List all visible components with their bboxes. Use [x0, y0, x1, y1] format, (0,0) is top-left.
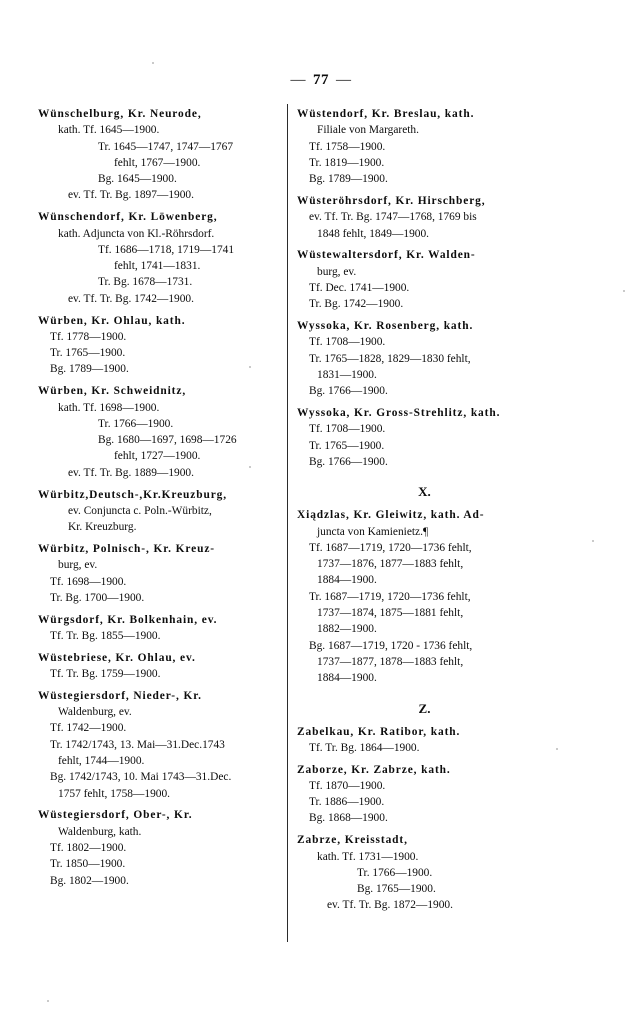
entry-detail-line: Tf. 1802—1900. — [50, 841, 127, 854]
entry-detail-line: kath. Adjuncta von Kl.-Röhrsdorf. — [58, 227, 215, 240]
entry-detail-line: 1884—1900. — [317, 672, 377, 685]
entry-detail-line: kath. Tf. 1698—1900. — [58, 401, 160, 414]
entry-detail-line: Filiale von Margareth. — [317, 124, 419, 137]
entry-detail-line: Tr. 1765—1900. — [309, 439, 385, 452]
dictionary-entry — [38, 383, 281, 481]
entry-headword: Zabelkau, Kr. Ratibor, kath. — [297, 725, 461, 738]
dictionary-entry — [38, 487, 281, 536]
entry-detail-line: Tf. 1708—1900. — [309, 336, 386, 349]
entry-detail-line: Bg. 1766—1900. — [309, 385, 388, 398]
entry-detail-line: Waldenburg, ev. — [58, 706, 132, 719]
entry-detail-line: Tr. 1766—1900. — [357, 866, 433, 879]
entry-detail-line: 1737—1874, 1875—1881 fehlt, — [317, 607, 464, 620]
section-letter-heading: X. — [418, 484, 431, 500]
dictionary-entry — [297, 247, 592, 312]
entry-detail-line: kath. Tf. 1645—1900. — [58, 124, 160, 137]
entry-headword: Xiądzlas, Kr. Gleiwitz, kath. Ad- — [297, 509, 485, 522]
entry-headword: Wünschelburg, Kr. Neurode, — [38, 108, 202, 120]
entry-detail-line: 1737—1877, 1878—1883 fehlt, — [317, 655, 464, 668]
entry-detail-line: Tr. 1819—1900. — [309, 156, 385, 169]
entry-detail-line: Tr. 1766—1900. — [98, 417, 174, 430]
entry-headword: Zaborze, Kr. Zabrze, kath. — [297, 763, 451, 776]
dictionary-entry — [38, 807, 281, 888]
entry-detail-line: Tf. Dec. 1741—1900. — [309, 281, 410, 294]
entry-headword: Wüstendorf, Kr. Breslau, kath. — [297, 108, 475, 120]
entry-detail-line: Tf. 1698—1900. — [50, 575, 127, 588]
entry-headword: Wüstebriese, Kr. Ohlau, ev. — [38, 651, 196, 664]
entry-detail-line: fehlt, 1744—1900. — [58, 754, 145, 767]
entry-detail-line: Bg. 1789—1900. — [50, 363, 129, 376]
entry-detail-line: Tf. 1742—1900. — [50, 722, 127, 735]
dictionary-entry — [297, 762, 592, 827]
entry-detail-line: fehlt, 1727—1900. — [114, 450, 201, 463]
entry-detail-line: fehlt, 1741—1831. — [114, 260, 201, 273]
entry-detail-line: Tr. 1765—1828, 1829—1830 fehlt, — [309, 352, 471, 365]
entry-detail-line: Bg. 1789—1900. — [309, 173, 388, 186]
entry-detail-line: Waldenburg, kath. — [58, 825, 142, 838]
entry-detail-line: Bg. 1766—1900. — [309, 455, 388, 468]
entry-detail-line: 1848 fehlt, 1849—1900. — [317, 227, 429, 240]
page-number-dash-left: — — [290, 72, 306, 88]
section-letter-heading: Z. — [418, 700, 431, 716]
dictionary-entry — [297, 832, 592, 913]
dictionary-entry — [297, 507, 592, 686]
entry-detail-line: Bg. 1687—1719, 1720 - 1736 fehlt, — [309, 639, 473, 652]
dictionary-entry — [38, 106, 281, 204]
entry-detail-line: fehlt, 1767—1900. — [114, 156, 201, 169]
entry-detail-line: ev. Tf. Tr. Bg. 1897—1900. — [68, 189, 194, 202]
entry-detail-line: Tf. Tr. Bg. 1759—1900. — [50, 668, 161, 680]
entry-detail-line: 1737—1876, 1877—1883 fehlt, — [317, 558, 464, 571]
entry-detail-line: Tr. 1742/1743, 13. Mai—31.Dec.1743 — [50, 738, 225, 751]
entry-detail-line: Bg. 1765—1900. — [357, 883, 436, 896]
entry-detail-line: ev. Tf. Tr. Bg. 1872—1900. — [327, 899, 453, 912]
dictionary-entry — [38, 541, 281, 606]
page-number: 77 — [313, 72, 329, 88]
left-column — [0, 106, 287, 966]
entry-detail-line: ev. Tf. Tr. Bg. 1889—1900. — [68, 466, 194, 479]
entry-detail-line: Tf. 1686—1718, 1719—1741 — [98, 243, 235, 256]
entry-headword: Wünschendorf, Kr. Löwenberg, — [38, 211, 218, 224]
page-body — [0, 106, 642, 966]
entry-detail-line: 1882—1900. — [317, 623, 377, 636]
entry-detail-line: Tf. 1870—1900. — [309, 779, 386, 792]
entry-headword: Wüsteröhrsdorf, Kr. Hirschberg, — [297, 194, 486, 207]
entry-detail-line: Tf. Tr. Bg. 1855—1900. — [50, 629, 161, 642]
entry-detail-line: Tr. 1886—1900. — [309, 796, 385, 809]
entry-headword: Wüstewaltersdorf, Kr. Walden- — [297, 249, 476, 262]
entry-detail-line: Tf. 1687—1719, 1720—1736 fehlt, — [309, 541, 472, 554]
dictionary-entry — [297, 106, 592, 187]
entry-detail-line: ev. Tf. Tr. Bg. 1742—1900. — [68, 292, 194, 305]
entry-detail-line: Tr. Bg. 1742—1900. — [309, 298, 404, 311]
entry-detail-line: Tr. Bg. 1700—1900. — [50, 591, 145, 604]
dictionary-entry — [297, 193, 592, 242]
entry-detail-line: Bg. 1742/1743, 10. Mai 1743—31.Dec. — [50, 771, 232, 784]
entry-detail-line: Tr. 1765—1900. — [50, 347, 126, 360]
entry-detail-line: Tf. 1708—1900. — [309, 423, 386, 436]
entry-detail-line: Bg. 1680—1697, 1698—1726 — [98, 434, 237, 447]
entry-detail-line: ev. Conjuncta c. Poln.-Würbitz, — [68, 504, 212, 517]
entry-detail-line: Bg. 1868—1900. — [309, 812, 388, 825]
entry-detail-line: Bg. 1802—1900. — [50, 874, 129, 887]
entry-detail-line: Tf. 1758—1900. — [309, 140, 386, 153]
entry-detail-line: Tr. 1850—1900. — [50, 858, 126, 871]
dictionary-entry — [38, 612, 281, 645]
entry-detail-line: juncta von Kamienietz.¶ — [317, 525, 429, 538]
dictionary-entry — [38, 688, 281, 802]
entry-detail-line: Tr. 1687—1719, 1720—1736 fehlt, — [309, 590, 471, 603]
entry-detail-line: 1884—1900. — [317, 574, 377, 587]
entry-headword: Wyssoka, Kr. Rosenberg, kath. — [297, 320, 474, 333]
page-number-dash-right: — — [336, 72, 352, 88]
scan-speck — [47, 1000, 49, 1002]
entry-detail-line: 1831—1900. — [317, 368, 377, 381]
entry-detail-line: Tr. 1645—1747, 1747—1767 — [98, 140, 234, 153]
dictionary-entry — [297, 724, 592, 757]
scan-speck — [152, 62, 154, 64]
entry-headword: Wüstegiersdorf, Ober-, Kr. — [38, 809, 193, 822]
dictionary-entry — [297, 318, 592, 399]
entry-headword: Zabrze, Kreisstadt, — [297, 834, 408, 847]
dictionary-entry — [38, 209, 281, 307]
entry-detail-line: burg, ev. — [317, 265, 357, 278]
dictionary-entry — [38, 313, 281, 378]
entry-detail-line: Bg. 1645—1900. — [98, 173, 177, 186]
entry-headword: Würgsdorf, Kr. Bolkenhain, ev. — [38, 613, 218, 626]
dictionary-entry — [297, 405, 592, 470]
entry-detail-line: kath. Tf. 1731—1900. — [317, 850, 419, 863]
entry-detail-line: ev. Tf. Tr. Bg. 1747—1768, 1769 bis — [309, 211, 477, 224]
entry-headword: Würben, Kr. Ohlau, kath. — [38, 314, 186, 327]
entry-headword: Würben, Kr. Schweidnitz, — [38, 385, 187, 398]
entry-headword: Würbitz,Deutsch-,Kr.Kreuzburg, — [38, 488, 227, 501]
entry-detail-line: 1757 fehlt, 1758—1900. — [58, 787, 170, 800]
dictionary-entry — [38, 650, 281, 683]
entry-headword: Wüstegiersdorf, Nieder-, Kr. — [38, 689, 202, 702]
entry-detail-line: Kr. Kreuzburg. — [68, 521, 137, 534]
entry-detail-line: Tf. 1778—1900. — [50, 330, 127, 343]
entry-headword: Würbitz, Polnisch-, Kr. Kreuz- — [38, 542, 215, 555]
page-header — [0, 72, 642, 89]
entry-detail-line: Tf. Tr. Bg. 1864—1900. — [309, 741, 420, 754]
entry-detail-line: Tr. Bg. 1678—1731. — [98, 276, 193, 289]
entry-detail-line: burg, ev. — [58, 559, 98, 572]
entry-headword: Wyssoka, Kr. Gross-Strehlitz, kath. — [297, 407, 501, 420]
right-column — [287, 106, 642, 966]
